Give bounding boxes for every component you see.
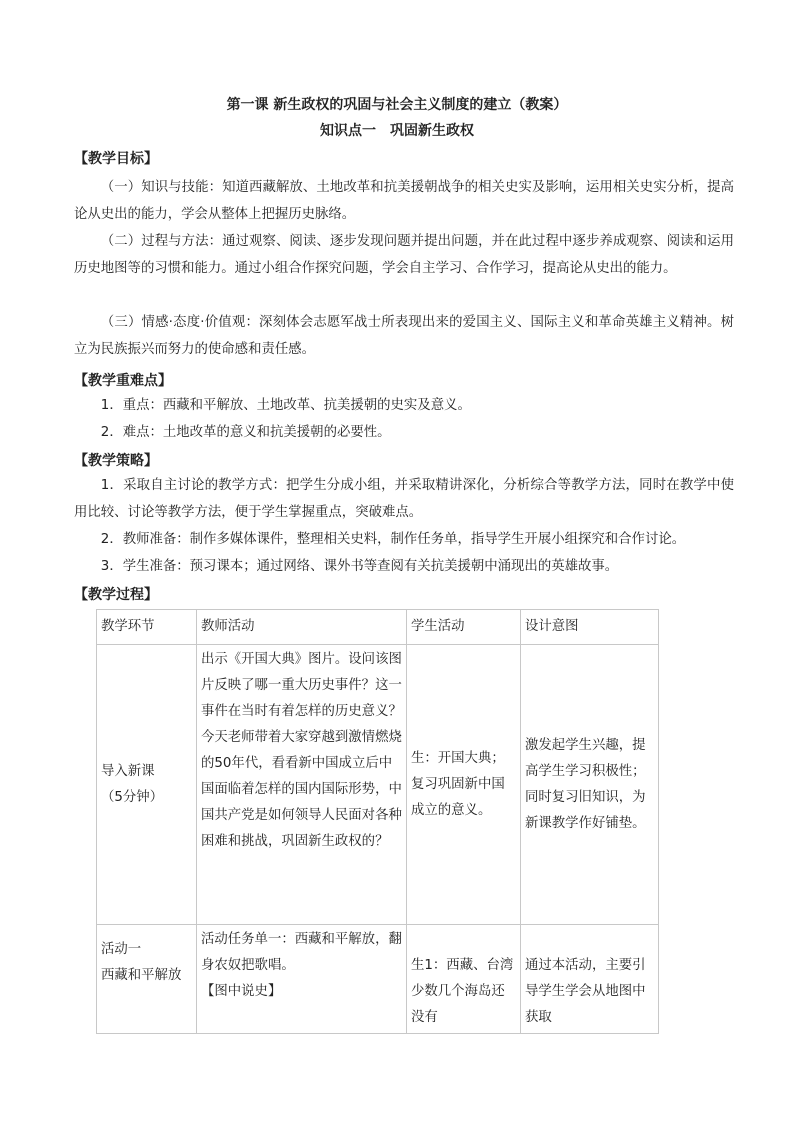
student-activity-cell: 生：开国大典；复习巩固新中国成立的意义。	[407, 645, 521, 925]
goal-process: （二）过程与方法：通过观察、阅读、逐步发现问题并提出问题，并在此过程中逐步养成观察、阅读和运用历史地图等的习惯和能力。通过小组合作探究问题，学会自主学习、合作学习，提高论从史出的能力。	[74, 234, 734, 276]
design-intent-cell: 激发起学生兴趣，提高学生学习积极性；同时复习旧知识，为新课教学作好铺垫。	[521, 645, 659, 925]
section-heading-strategy: 【教学策略】	[74, 453, 158, 469]
column-header: 设计意图	[521, 610, 659, 645]
column-header: 教学环节	[97, 610, 197, 645]
stage-cell	[97, 925, 197, 1034]
teacher-activity-cell	[197, 645, 407, 925]
goal-attitude: （三）情感·态度·价值观：深刻体会志愿军战士所表现出来的爱国主义、国际主义和革命英雄主义精神。树立为民族振兴而努力的使命感和责任感。	[74, 315, 734, 357]
teaching-process-table	[96, 609, 659, 1034]
strategy-method: 1．采取自主讨论的教学方式：把学生分成小组，并采取精讲深化，分析综合等教学方法，同时在教学中使用比较、讨论等教学方法，便于学生掌握重点，突破难点。	[74, 478, 734, 520]
teacher-activity-text: 今天老师带着大家穿越到激情燃烧的50年代，看看新中国成立后中国面临着怎样的国内国际形势，中国共产党是如何领导人民面对各种困难和挑战，巩固新生政权的？	[201, 730, 402, 849]
stage-cell	[97, 645, 197, 925]
goal-knowledge: （一）知识与技能：知道西藏解放、土地改革和抗美援朝战争的相关史实及影响，运用相关史实分析，提高论从史出的能力，学会从整体上把握历史脉络。	[74, 180, 734, 222]
section-heading-process: 【教学过程】	[74, 587, 158, 603]
table-row	[97, 645, 659, 925]
stage-title: 西藏和平解放	[101, 968, 182, 983]
keypoint-difficulty: 2．难点：土地改革的意义和抗美援朝的必要性。	[100, 425, 391, 440]
section-heading-goals: 【教学目标】	[74, 151, 158, 167]
teacher-activity-text: 出示《开国大典》图片。设问该图片反映了哪一重大历史事件？这一事件在当时有着怎样的历史意义？	[201, 652, 402, 719]
strategy-student-prep: 3．学生准备：预习课本；通过网络、课外书等查阅有关抗美援朝中涌现出的英雄故事。	[100, 559, 619, 574]
column-header: 教师活动	[197, 610, 407, 645]
document-title: 第一课 新生政权的巩固与社会主义制度的建立（教案）	[226, 97, 568, 113]
teacher-activity-cell	[197, 925, 407, 1034]
student-activity-cell: 生1：西藏、台湾少数几个海岛还没有	[407, 925, 521, 1034]
stage-duration: （5分钟）	[101, 789, 164, 805]
table-row	[97, 925, 659, 1034]
strategy-teacher-prep: 2．教师准备：制作多媒体课件，整理相关史料，制作任务单，指导学生开展小组探究和合作讨论。	[100, 532, 686, 547]
document-subtitle: 知识点一 巩固新生政权	[320, 123, 474, 139]
keypoint-focus: 1．重点：西藏和平解放、土地改革、抗美援朝的史实及意义。	[100, 398, 471, 413]
table-header-row	[97, 610, 659, 645]
teacher-activity-text: 活动任务单一：西藏和平解放，翻身农奴把歌唱。	[201, 932, 402, 973]
stage-name: 活动一	[101, 942, 142, 957]
teacher-activity-text: 【图中说史】	[201, 984, 282, 999]
section-heading-keypoints: 【教学重难点】	[74, 373, 172, 389]
column-header: 学生活动	[407, 610, 521, 645]
stage-name: 导入新课	[101, 763, 155, 779]
design-intent-cell: 通过本活动，主要引导学生学会从地图中获取	[521, 925, 659, 1034]
